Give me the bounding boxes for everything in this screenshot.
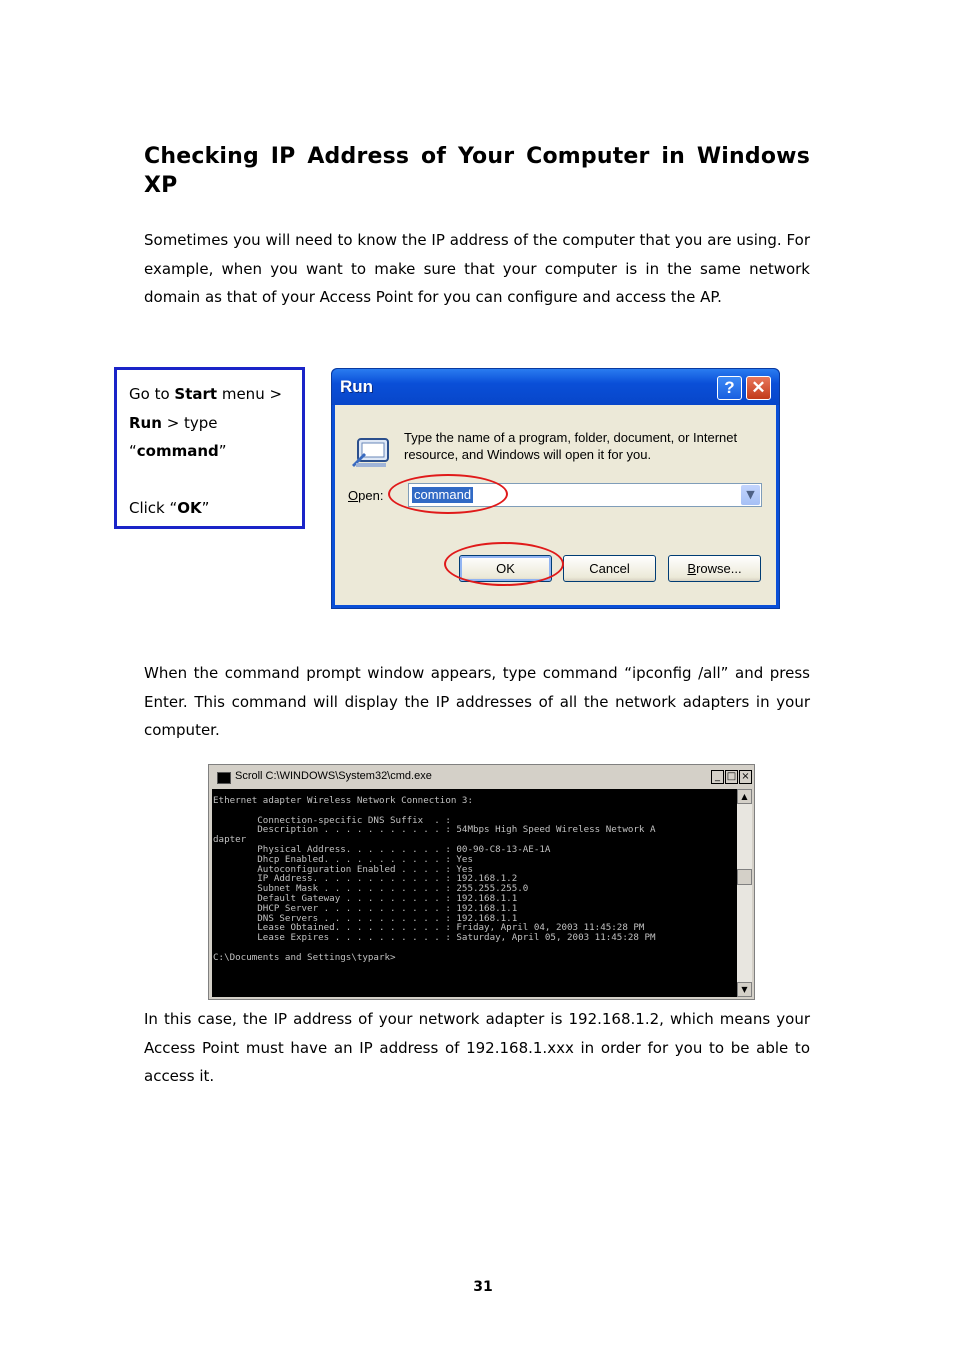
cmd-line: DHCP Server . . . . . . . . . . . : 192.168.1.1: [257, 902, 518, 914]
cmd-line: C:\Documents and Settings\typark>: [213, 951, 396, 963]
intro-paragraph: Sometimes you will need to know the IP address of the computer that you are using. For example, when you want to make sure that your computer is in the same network domain as that of your Access Point for you can configure and access the AP.: [144, 231, 810, 307]
cmd-line: Autoconfiguration Enabled . . . . : Yes: [257, 863, 473, 875]
callout-line-4: Click “OK”: [129, 499, 210, 518]
step2-paragraph: When the command prompt window appears, type command “ipconfig /all” and press Enter. This command will display the IP addresses of all the network adapters in your computer.: [144, 664, 810, 740]
close-button[interactable]: ✕: [746, 376, 771, 400]
cmd-output: [213, 796, 656, 963]
cmd-line: Connection-specific DNS Suffix . :: [257, 814, 451, 826]
page-number: 31: [473, 1279, 493, 1295]
cmd-line: Dhcp Enabled. . . . . . . . . . . : Yes: [257, 853, 473, 865]
maximize-button[interactable]: □: [726, 771, 737, 782]
scroll-down-icon[interactable]: ▼: [737, 982, 752, 997]
minimize-button[interactable]: _: [711, 770, 724, 784]
conclusion-paragraph: In this case, the IP address of your network adapter is 192.168.1.2, which means your Access Point must have an IP address of 192.168.1.xxx in order for you to be able to access it.: [144, 1010, 810, 1086]
run-dialog-title: Run: [340, 377, 374, 396]
cmd-line: Ethernet adapter Wireless Network Connection 3:: [213, 795, 473, 806]
highlight-ring-ok: [444, 542, 564, 586]
help-button[interactable]: ?: [717, 376, 742, 400]
cmd-line: dapter: [213, 834, 247, 846]
cmd-line: Lease Obtained. . . . . . . . . . : Friday, April 04, 2003 11:45:28 PM: [257, 922, 645, 934]
cmd-titlebar: [211, 767, 752, 787]
run-description: Type the name of a program, folder, document, or Internet resource, and Windows will open it for you.: [404, 430, 738, 462]
cmd-line: Default Gateway . . . . . . . . . : 192.168.1.1: [257, 892, 518, 904]
cmd-line: DNS Servers . . . . . . . . . . . : 192.168.1.1: [257, 912, 518, 924]
cmd-title: Scroll C:\WINDOWS\System32\cmd.exe: [235, 770, 432, 782]
callout-line-1: Go to Start menu >: [129, 385, 283, 403]
chevron-down-icon[interactable]: ▼: [741, 485, 760, 505]
run-titlebar: [332, 369, 779, 405]
cmd-line: IP Address. . . . . . . . . . . . : 192.168.1.2: [257, 873, 518, 885]
cmd-line: Subnet Mask . . . . . . . . . . . : 255.255.255.0: [257, 883, 529, 895]
cancel-button[interactable]: Cancel: [563, 555, 656, 582]
browse-button[interactable]: Browse...: [668, 555, 761, 582]
cmd-window: [208, 764, 755, 1000]
scroll-up-icon[interactable]: ▲: [737, 789, 752, 804]
callout-line-3: “command”: [129, 442, 227, 461]
scrollbar[interactable]: [737, 789, 752, 997]
page-title: Checking IP Address of Your Computer in Windows XP: [144, 144, 810, 198]
open-input-value[interactable]: command: [414, 487, 472, 502]
callout-line-2: Run > type: [129, 413, 218, 432]
run-program-icon: [350, 437, 392, 469]
ok-button[interactable]: OK: [459, 555, 552, 582]
cmd-icon: [217, 772, 231, 784]
cmd-console[interactable]: [212, 789, 738, 997]
cmd-line: Description . . . . . . . . . . . : 54Mbps High Speed Wireless Network A: [257, 824, 656, 836]
open-label: Open:: [348, 488, 384, 503]
cmd-line: Lease Expires . . . . . . . . . . : Saturday, April 05, 2003 11:45:28 PM: [257, 932, 656, 944]
highlight-ring-input: [388, 474, 508, 514]
scroll-thumb[interactable]: [737, 869, 752, 885]
cmd-line: Physical Address. . . . . . . . . : 00-90-C8-13-AE-1A: [257, 843, 551, 855]
cmd-close-button[interactable]: ×: [739, 770, 752, 784]
instruction-callout: [114, 367, 305, 529]
